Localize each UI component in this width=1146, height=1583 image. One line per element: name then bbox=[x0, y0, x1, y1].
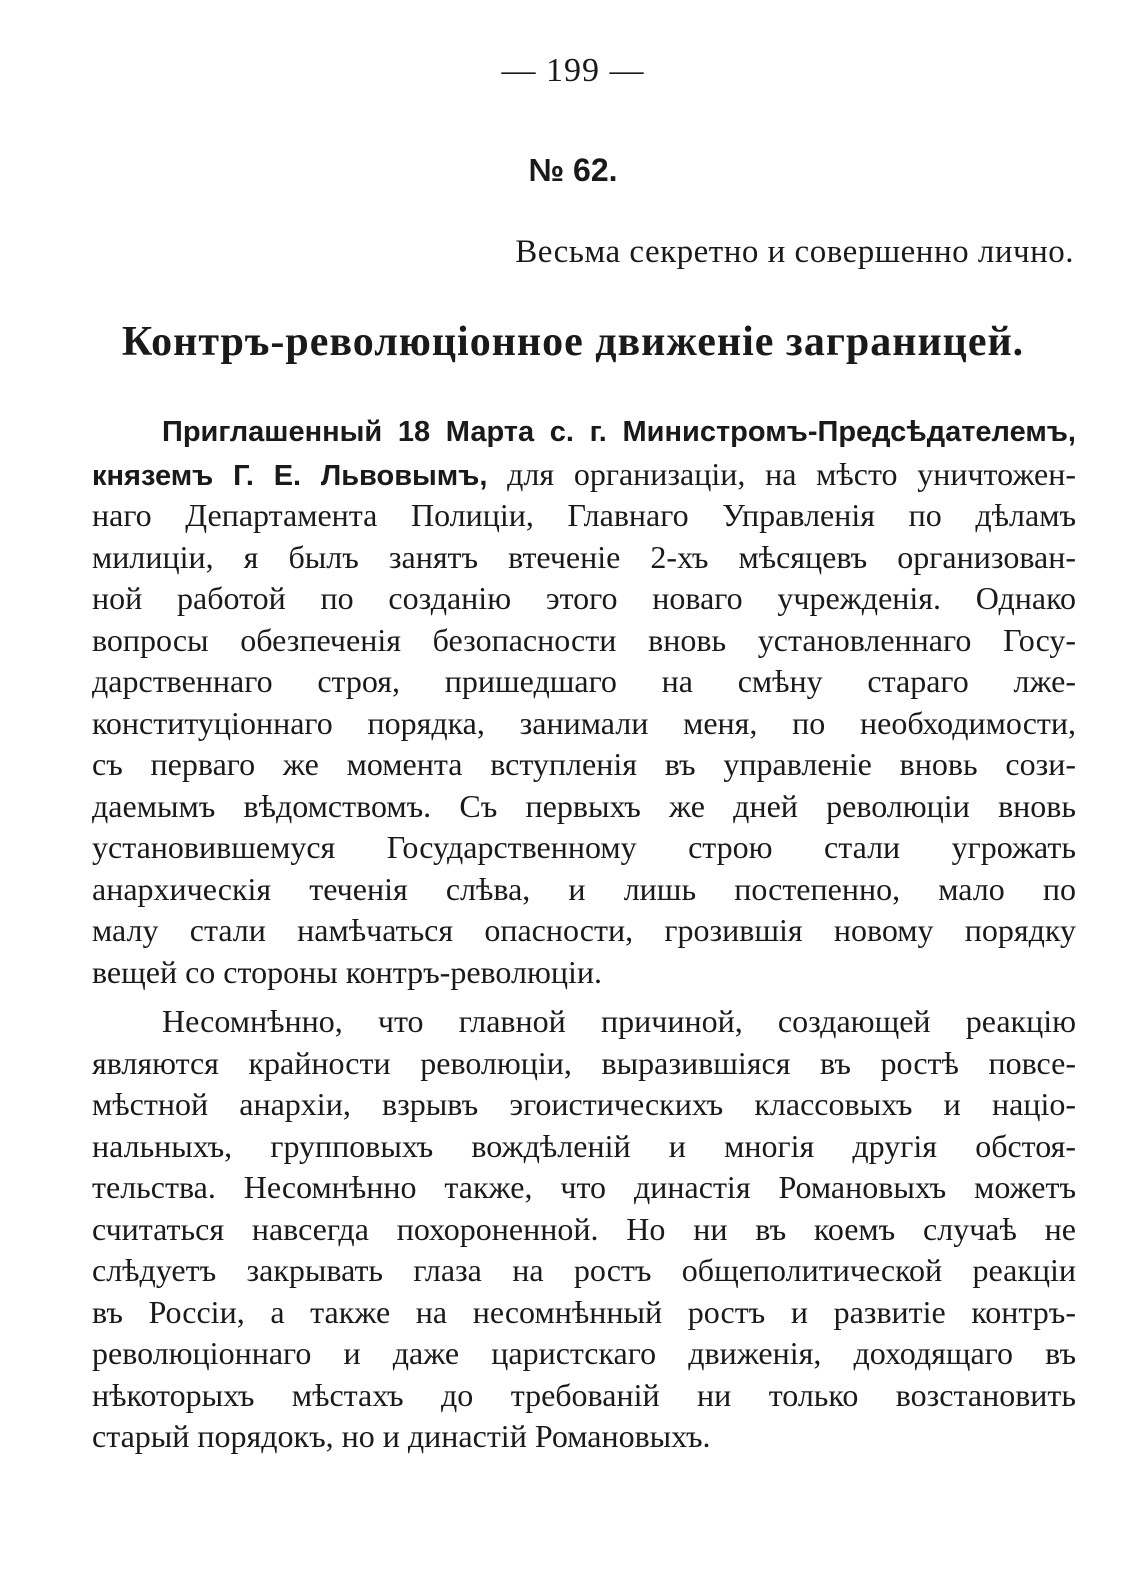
paragraph-1 bbox=[92, 412, 1076, 993]
paragraph-line: конституціоннаго порядка, занимали меня, по необходимости, bbox=[92, 704, 1076, 741]
page-number: — 199 — bbox=[501, 52, 645, 89]
paragraph-line: анархическія теченія слѣва, и лишь постепенно, мало по bbox=[92, 870, 1076, 907]
paragraph-line: являются крайности революціи, выразившіяся въ ростѣ повсе- bbox=[92, 1044, 1076, 1081]
paragraph-line: старый порядокъ, но и династій Романовыхъ. bbox=[92, 1418, 711, 1454]
paragraph-line: нѣкоторыхъ мѣстахъ до требованій ни только возстановить bbox=[92, 1376, 1076, 1413]
paragraph-line: тельства. Несомнѣнно также, что династія Романовыхъ можетъ bbox=[92, 1169, 1076, 1205]
paragraph-line: считаться навсегда похороненной. Но ни въ коемъ случаѣ не bbox=[92, 1210, 1076, 1247]
paragraph-line: ной работой по созданію этого новаго учрежденія. Однако bbox=[92, 580, 1076, 616]
paragraph-line: дарственнаго строя, пришедшаго на смѣну стараго лже- bbox=[92, 663, 1076, 699]
paragraph-line: мѣстной анархіи, взрывъ эгоистическихъ классовыхъ и націо- bbox=[92, 1086, 1076, 1122]
paragraph-line: милиціи, я былъ занятъ втеченіе 2-хъ мѣсяцевъ организован- bbox=[92, 538, 1076, 575]
paragraph-line: слѣдуетъ закрывать глаза на ростъ общеполитической реакціи bbox=[92, 1252, 1076, 1288]
paragraph-line: нальныхъ, групповыхъ вождѣленій и многія другія обстоя- bbox=[92, 1127, 1076, 1164]
author-name-lead: княземъ Г. Е. Львовымъ, bbox=[92, 459, 488, 492]
paragraph-line: Несомнѣнно, что главной причиной, создающей реакцію bbox=[162, 1003, 1076, 1039]
paragraph-2 bbox=[92, 1001, 1076, 1458]
paragraph-line: вещей со стороны контръ-революціи. bbox=[92, 953, 602, 990]
paragraph-line: вопросы обезпеченія безопасности вновь установленнаго Госу- bbox=[92, 621, 1076, 658]
paragraph-line: наго Департамента Полиціи, Главнаго Управленія по дѣламъ bbox=[92, 497, 1076, 533]
body-text bbox=[92, 412, 1076, 1458]
paragraph-line: малу стали намѣчаться опасности, грозившія новому порядку bbox=[92, 912, 1076, 948]
paragraph-line: даемымъ вѣдомствомъ. Съ первыхъ же дней революціи вновь bbox=[92, 787, 1076, 824]
document-title: Контръ-революціонное движеніе заграницей. bbox=[121, 319, 1025, 365]
paragraph-line: Приглашенный 18 Марта с. г. Министромъ-Предсѣдателемъ, bbox=[162, 416, 1076, 448]
paragraph-line bbox=[92, 454, 1076, 496]
document-number: № 62. bbox=[528, 152, 618, 188]
paragraph-line: съ перваго же момента вступленія въ управленіе вновь сози- bbox=[92, 746, 1076, 782]
paragraph-line: революціоннаго и даже царистскаго движенія, доходящаго въ bbox=[92, 1335, 1076, 1371]
paragraph-line: въ Россіи, а также на несомнѣнный ростъ и развитіе контръ- bbox=[92, 1293, 1076, 1330]
line-rest: для организаціи, на мѣсто уничтожен- bbox=[487, 455, 1076, 492]
classification-note: Весьма секретно и совершенно лично. bbox=[515, 234, 1074, 270]
paragraph-line: установившемуся Государственному строю стали угрожать bbox=[92, 829, 1076, 865]
